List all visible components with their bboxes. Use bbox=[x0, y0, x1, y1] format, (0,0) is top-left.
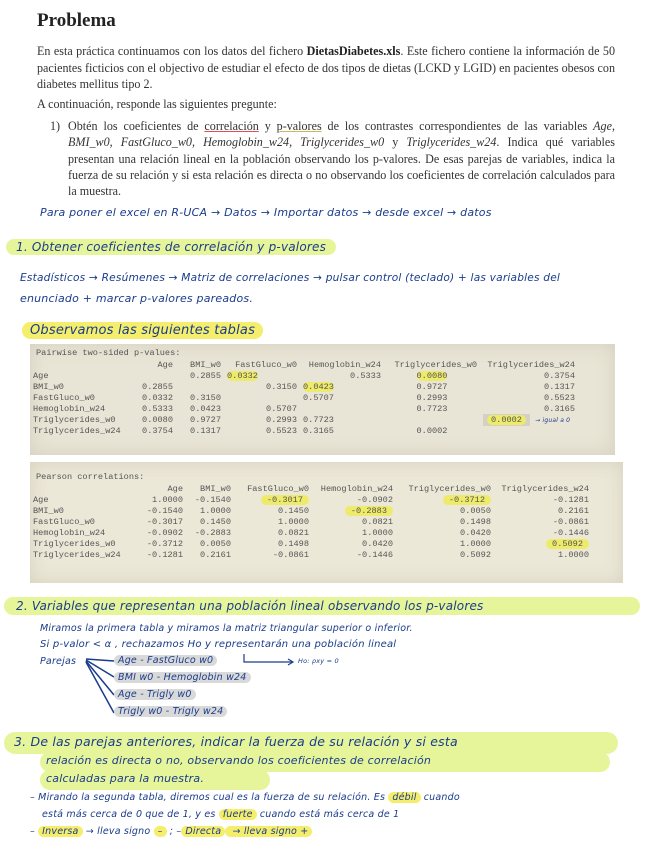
section-2-heading bbox=[4, 597, 640, 615]
cell: 1.0000 bbox=[460, 539, 491, 549]
correlations-table-photo bbox=[30, 462, 623, 583]
cell: 0.5707 bbox=[303, 393, 334, 403]
column-header: Hemoglobin_w24 bbox=[308, 360, 381, 370]
cell: 0.5523 bbox=[266, 426, 297, 436]
page-title: Problema bbox=[37, 10, 116, 31]
arrow-to-h0-icon bbox=[242, 652, 296, 668]
cell bbox=[224, 371, 300, 382]
highlight-directa: Directa bbox=[181, 826, 225, 837]
cell: 0.1498 bbox=[278, 539, 309, 549]
cell: 0.1317 bbox=[544, 382, 575, 392]
cell: 0.5523 bbox=[544, 393, 575, 403]
highlighted-cell: 0.0002 bbox=[487, 415, 526, 425]
cell: 0.0420 bbox=[362, 539, 393, 549]
cell: 0.9727 bbox=[190, 415, 221, 425]
cell bbox=[312, 506, 396, 517]
cell: 0.0420 bbox=[460, 528, 491, 538]
row-label: FastGluco_w0 bbox=[33, 393, 95, 403]
column-header: FastGluco_w0 bbox=[235, 360, 297, 370]
note-text: cuando bbox=[420, 792, 460, 803]
cell bbox=[480, 426, 578, 437]
note-text: → lleva signo bbox=[82, 826, 154, 837]
highlight-minus: – bbox=[154, 826, 167, 837]
section-3-line-2 bbox=[42, 809, 399, 820]
cell: 0.2855 bbox=[190, 371, 221, 381]
q-variables: Age, BMI_w0, FastGluco_w0, Hemoglobin_w24, Triglycerides_w0 bbox=[68, 119, 615, 150]
section-3-heading-line-3: calculadas para la muestra. bbox=[46, 772, 205, 785]
cell: -0.3712 bbox=[146, 539, 183, 549]
section-3-heading-line-2: relación es directa o no, observando los coeficientes de correlación bbox=[46, 754, 432, 767]
cell: 0.1450 bbox=[278, 506, 309, 516]
row-label: Triglycerides_w24 bbox=[33, 426, 121, 436]
section-1-line-1: Estadísticos → Resúmenes → Matriz de correlaciones → pulsar control (teclado) + las variables del bbox=[20, 272, 561, 284]
question-1 bbox=[50, 118, 615, 199]
table-row bbox=[30, 506, 592, 517]
q-text: . Indica qué variables presentan una relación lineal en la población observando los p-valores. De esas parejas de variables, indica la fuerza de su relación y si esta relación es directa o no observando los coeficientes de correlación calculados para la muestra. bbox=[68, 135, 615, 199]
cell: 0.5333 bbox=[350, 371, 381, 381]
cell bbox=[176, 382, 224, 393]
q-variable-last: Triglycerides_w24 bbox=[406, 135, 497, 150]
cell: 0.0821 bbox=[278, 528, 309, 538]
cell: -0.0861 bbox=[272, 550, 309, 560]
cell bbox=[300, 382, 384, 393]
cell: 0.7723 bbox=[303, 415, 334, 425]
cell: 1.0000 bbox=[362, 528, 393, 538]
row-label: BMI_w0 bbox=[33, 382, 64, 392]
cell: 0.3165 bbox=[544, 404, 575, 414]
cell: 0.9727 bbox=[416, 382, 448, 392]
row-label: Hemoglobin_w24 bbox=[33, 528, 106, 538]
question-number: 1) bbox=[50, 119, 61, 133]
pair-text: Age - FastGluco w0 bbox=[114, 655, 217, 666]
column-header: Triglycerides_w24 bbox=[501, 484, 589, 494]
cell: 0.2161 bbox=[200, 550, 231, 560]
section-1-heading-text: 1. Obtener coeficientes de correlación y p-valores bbox=[6, 239, 336, 255]
cell: -0.0902 bbox=[356, 495, 393, 505]
correlations-caption: Pearson correlations: bbox=[36, 472, 145, 482]
pairs-label: Parejas bbox=[40, 656, 77, 667]
section-1-line-2: enunciado + marcar p-valores pareados. bbox=[20, 292, 254, 305]
note-text: – Mirando la segunda tabla, diremos cual es la fuerza de su relación. Es bbox=[30, 792, 389, 803]
highlighted-cell: 0.0423 bbox=[303, 382, 334, 392]
cell: 0.3754 bbox=[544, 371, 575, 381]
correlations-table bbox=[30, 484, 592, 561]
cell: 0.1450 bbox=[200, 517, 231, 527]
cell bbox=[132, 371, 176, 382]
cell: 0.0050 bbox=[200, 539, 231, 549]
table-row bbox=[30, 426, 578, 437]
q-text: de los contrastes correspondientes de las variables bbox=[321, 119, 594, 133]
row-label: Triglycerides_w24 bbox=[33, 550, 121, 560]
pvalue-annotation: → igual a 0 bbox=[535, 417, 571, 424]
cell: 0.3165 bbox=[303, 426, 334, 436]
column-header: Age bbox=[167, 484, 183, 494]
table-row bbox=[30, 550, 592, 561]
cell: 0.5707 bbox=[266, 404, 297, 414]
highlighted-cell: -0.3017 bbox=[261, 495, 309, 505]
lead-text: A continuación, responde las siguientes pregunte: bbox=[37, 97, 277, 111]
table-row bbox=[30, 415, 578, 426]
file-name: DietasDiabetes.xls bbox=[306, 44, 401, 58]
cell: 1.0000 bbox=[200, 506, 231, 516]
highlight-inversa: Inversa bbox=[38, 826, 82, 837]
q-text: Obtén los coeficientes de bbox=[68, 119, 205, 133]
pair-item bbox=[114, 655, 217, 666]
pair-item bbox=[114, 689, 196, 700]
pvalues-caption: Pairwise two-sided p-values: bbox=[36, 348, 181, 358]
cell: 0.1498 bbox=[460, 517, 491, 527]
column-header: BMI_w0 bbox=[200, 484, 231, 494]
section-2-line-2: Si p-valor < α , rechazamos Ho y representarán una población lineal bbox=[40, 639, 397, 650]
h0-note: Ho: ρxy = 0 bbox=[298, 657, 339, 665]
table-row bbox=[30, 371, 578, 382]
q-text: y bbox=[258, 119, 277, 133]
column-header: Hemoglobin_w24 bbox=[320, 484, 393, 494]
cell: -0.1540 bbox=[194, 495, 231, 505]
column-header: FastGluco_w0 bbox=[247, 484, 309, 494]
column-header: Triglycerides_w0 bbox=[408, 484, 491, 494]
section-3-heading-line-1: 3. De las parejas anteriores, indicar la fuerza de su relación y si esta bbox=[14, 734, 458, 749]
highlight-debil: débil bbox=[388, 792, 420, 803]
cell: 0.5092 bbox=[460, 550, 491, 560]
cell: 0.0821 bbox=[362, 517, 393, 527]
note-text: → lleva signo + bbox=[225, 826, 312, 837]
column-header: Triglycerides_w0 bbox=[394, 360, 477, 370]
section-2-line-1: Miramos la primera tabla y miramos la matriz triangular superior o inferior. bbox=[40, 623, 413, 634]
section-1-heading bbox=[6, 240, 336, 254]
import-note: Para poner el excel en R-UCA → Datos → Importar datos → desde excel → datos bbox=[40, 206, 492, 219]
cell: 0.2993 bbox=[266, 415, 297, 425]
tables-heading bbox=[22, 323, 263, 338]
cell: 1.0000 bbox=[278, 517, 309, 527]
q-underlined-correlacion: correlación bbox=[204, 119, 259, 133]
note-text: está más cerca de 0 que de 1, y es bbox=[42, 809, 219, 820]
highlighted-cell: -0.2883 bbox=[345, 506, 393, 516]
cell bbox=[384, 415, 480, 426]
row-label: Age bbox=[33, 495, 49, 505]
highlighted-cell: 0.5092 bbox=[546, 539, 589, 549]
cell: -0.0861 bbox=[552, 517, 589, 527]
cell: 0.0080 bbox=[142, 415, 173, 425]
column-header: Age bbox=[157, 360, 173, 370]
row-label: Triglycerides_w0 bbox=[33, 415, 116, 425]
cell bbox=[384, 371, 480, 382]
table-row bbox=[30, 517, 592, 528]
row-label: FastGluco_w0 bbox=[33, 517, 95, 527]
cell: 0.7723 bbox=[416, 404, 448, 414]
table-row bbox=[30, 393, 578, 404]
pair-text: Trigly w0 - Trigly w24 bbox=[114, 706, 227, 717]
cell: -0.1540 bbox=[146, 506, 183, 516]
cell: -0.2883 bbox=[194, 528, 231, 538]
table-header-row bbox=[30, 484, 592, 495]
pair-text: Age - Trigly w0 bbox=[114, 689, 196, 700]
cell: 0.5333 bbox=[142, 404, 173, 414]
cell: 0.2161 bbox=[558, 506, 589, 516]
highlight-fuerte: fuerte bbox=[219, 809, 257, 820]
highlighted-cell: 0.0332 bbox=[227, 371, 258, 381]
cell: -0.1281 bbox=[552, 495, 589, 505]
pair-text: BMI w0 - Hemoglobin w24 bbox=[114, 672, 251, 683]
row-label: BMI_w0 bbox=[33, 506, 64, 516]
cell: -0.1281 bbox=[146, 550, 183, 560]
column-header bbox=[30, 484, 132, 495]
cell: 0.0332 bbox=[142, 393, 173, 403]
cell: 0.0423 bbox=[190, 404, 221, 414]
intro-text-end: . Este fichero contiene la información de 50 pacientes ficticios con el objectivo de estudiar el efecto de dos tipos de dietas (LCKD y LGID) en pacientes obesos con diabetes mellitus tipo 2. bbox=[37, 44, 615, 91]
cell: 0.3150 bbox=[266, 382, 297, 392]
row-label: Age bbox=[33, 371, 49, 381]
table-header-row bbox=[30, 360, 578, 371]
cell: 0.0050 bbox=[460, 506, 491, 516]
pvalues-table-photo bbox=[30, 344, 615, 455]
row-label: Hemoglobin_w24 bbox=[33, 404, 106, 414]
cell bbox=[396, 495, 494, 506]
cell bbox=[494, 539, 592, 550]
cell bbox=[480, 415, 578, 426]
q-text: y bbox=[384, 135, 407, 150]
cell: 0.3150 bbox=[190, 393, 221, 403]
note-text: cuando está más cerca de 1 bbox=[256, 809, 400, 820]
q-underlined-pvalores: p-valores bbox=[276, 119, 322, 133]
tables-heading-text: Observamos las siguientes tablas bbox=[22, 322, 263, 339]
table-row bbox=[30, 495, 592, 506]
highlighted-cell: 0.0080 bbox=[416, 371, 448, 381]
cell: -0.1446 bbox=[356, 550, 393, 560]
table-row bbox=[30, 539, 592, 550]
cell: 0.3754 bbox=[142, 426, 173, 436]
column-header: BMI_w0 bbox=[190, 360, 221, 370]
row-label: Triglycerides_w0 bbox=[33, 539, 116, 549]
section-3-line-1 bbox=[30, 792, 460, 803]
section-2-heading-text: 2. Variables que representan una población lineal observando los p-valores bbox=[4, 597, 640, 615]
column-header bbox=[30, 360, 132, 371]
question-body bbox=[68, 118, 615, 199]
column-header: Triglycerides_w24 bbox=[487, 360, 575, 370]
cell bbox=[224, 393, 300, 404]
cell: 0.2993 bbox=[416, 393, 448, 403]
cell: 0.0002 bbox=[416, 426, 448, 436]
note-text: ; – bbox=[166, 826, 182, 837]
cell: 0.2855 bbox=[142, 382, 173, 392]
table-row bbox=[30, 382, 578, 393]
section-3-line-3: – Inversa → lleva signo – ; – Directa → lleva signo + bbox=[30, 826, 312, 837]
table-row bbox=[30, 528, 592, 539]
cell: -0.0902 bbox=[146, 528, 183, 538]
cell bbox=[234, 495, 312, 506]
pair-item bbox=[114, 672, 251, 683]
highlighted-cell: -0.3712 bbox=[443, 495, 491, 505]
cell: -0.3017 bbox=[146, 517, 183, 527]
pair-item bbox=[114, 706, 227, 717]
cell: 1.0000 bbox=[558, 550, 589, 560]
intro-text: En esta práctica continuamos con los datos del fichero bbox=[37, 44, 307, 58]
cell: 0.1317 bbox=[190, 426, 221, 436]
cell bbox=[300, 404, 384, 415]
pvalues-table bbox=[30, 360, 578, 437]
intro-paragraph bbox=[37, 43, 615, 93]
cell: -0.1446 bbox=[552, 528, 589, 538]
cell: 1.0000 bbox=[152, 495, 183, 505]
